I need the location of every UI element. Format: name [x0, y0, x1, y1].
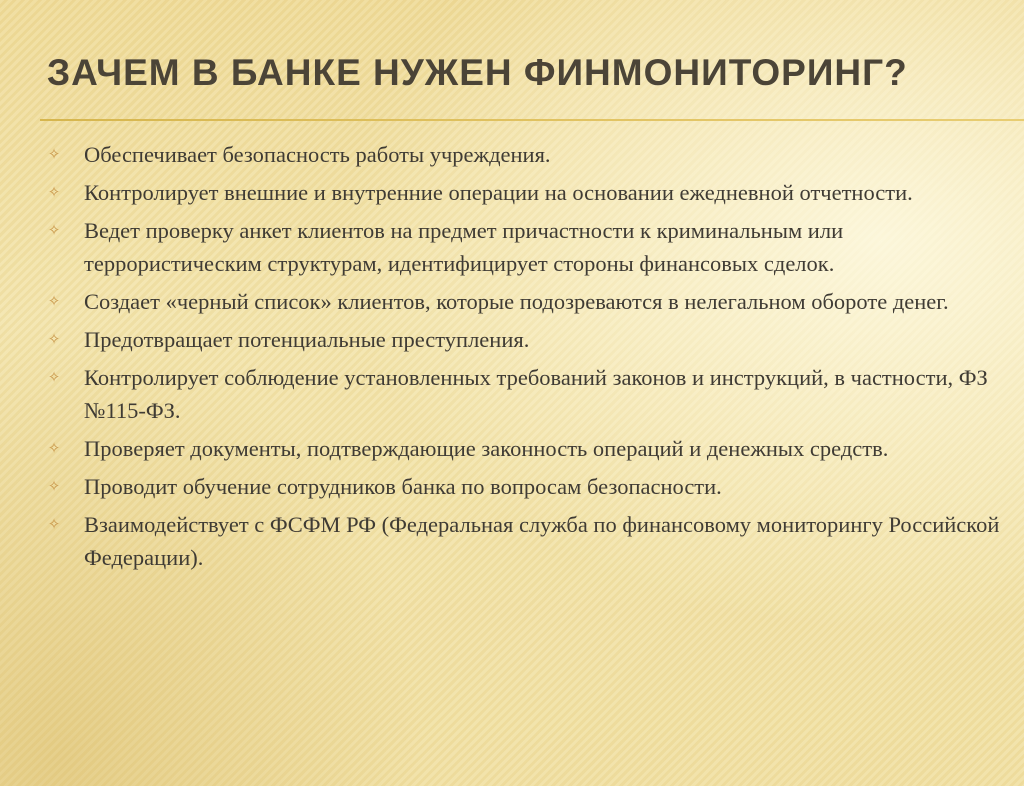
bullet-item	[46, 285, 1011, 318]
bullet-text: Контролирует внешние и внутренние операции на основании ежедневной отчетности.	[84, 180, 913, 205]
bullet-item	[46, 361, 1011, 427]
star-bullet-icon: ✧	[47, 439, 61, 457]
bullet-item	[46, 214, 1011, 280]
star-bullet-icon: ✧	[47, 292, 61, 310]
star-bullet-icon: ✧	[47, 477, 61, 495]
bullet-text: Создает «черный список» клиентов, которые подозреваются в нелегальном обороте денег.	[84, 289, 949, 314]
bullet-text: Проверяет документы, подтверждающие законность операций и денежных средств.	[84, 436, 889, 461]
star-bullet-icon: ✧	[47, 515, 61, 533]
star-bullet-icon: ✧	[47, 330, 61, 348]
star-bullet-icon: ✧	[47, 145, 61, 163]
bullet-item	[46, 508, 1011, 574]
bullet-text: Контролирует соблюдение установленных требований законов и инструкций, в частности, ФЗ №115-ФЗ.	[84, 365, 988, 423]
star-bullet-icon: ✧	[47, 221, 61, 239]
bullet-text: Предотвращает потенциальные преступления.	[84, 327, 530, 352]
bullet-text: Проводит обучение сотрудников банка по вопросам безопасности.	[84, 474, 722, 499]
bullet-item	[46, 176, 1011, 209]
bullet-text: Обеспечивает безопасность работы учреждения.	[84, 142, 551, 167]
bullet-item	[46, 470, 1011, 503]
title-underline	[40, 119, 1024, 121]
bullet-item	[46, 323, 1011, 356]
bullet-text: Взаимодействует с ФСФМ РФ (Федеральная служба по финансовому мониторингу Российской Федерации).	[84, 512, 1000, 570]
star-bullet-icon: ✧	[47, 368, 61, 386]
slide-title: ЗАЧЕМ В БАНКЕ НУЖЕН ФИНМОНИТОРИНГ?	[47, 52, 908, 93]
bullet-item	[46, 138, 1011, 171]
bullet-item	[46, 432, 1011, 465]
bullet-text: Ведет проверку анкет клиентов на предмет причастности к криминальным или террористическим структурам, идентифицирует стороны финансовых сделок.	[84, 218, 844, 276]
star-bullet-icon: ✧	[47, 183, 61, 201]
bullet-list	[46, 138, 1011, 579]
